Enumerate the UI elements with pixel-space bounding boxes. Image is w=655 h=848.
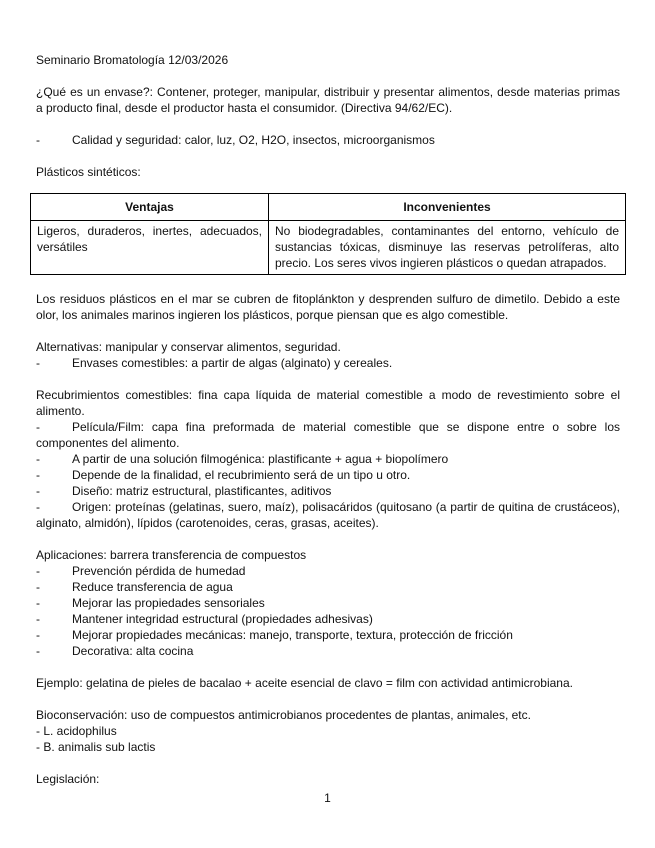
bullet-text: Calidad y seguridad: calor, luz, O2, H2O, insectos, microorganismos [72,133,435,147]
table-row [31,221,626,275]
bullet-dash: - [36,612,40,626]
bullet-dash: - [36,500,40,514]
bullet-envases-comestibles [36,355,620,371]
bullet-text: Mejorar las propiedades sensoriales [72,596,265,610]
bullet-solucion-filmogenica [36,451,620,467]
ventajas-inconvenientes-table [30,193,626,275]
bullet-text: Prevención pérdida de humedad [72,564,246,578]
bioconservacion-paragraph: Bioconservación: uso de compuestos antimicrobianos procedentes de plantas, animales, etc. [36,708,531,722]
bullet-dash: - [36,452,40,466]
bullet-text: Envases comestibles: a partir de algas (alginato) y cereales. [72,356,393,370]
bullet-text: Origen: proteínas (gelatinas, suero, maíz), polisacáridos (quitosano (a partir de quitina de crustáceos), alginato, almidón), lípidos (carotenoides, ceras, grasas, aceites). [36,500,620,530]
bullet-prevencion-humedad [36,563,620,579]
bullet-dash: - [36,420,40,434]
bullet-dash: - [36,564,40,578]
bullet-text: Mantener integridad estructural (propiedades adhesivas) [72,612,373,626]
bullet-dash: - [36,356,40,370]
alternativas-heading: Alternativas: manipular y conservar alimentos, seguridad. [36,340,341,354]
bioconservacion-line-acidophilus: - L. acidophilus [36,724,117,738]
bullet-dash: - [36,644,40,658]
bullet-integridad-estructural [36,611,620,627]
bullet-text: Decorativa: alta cocina [72,644,194,658]
table-header-ventajas: Ventajas [31,194,269,221]
bullet-decorativa [36,643,620,659]
bullet-propiedades-mecanicas [36,627,620,643]
bullet-pelicula-film [36,419,620,451]
envase-paragraph: ¿Qué es un envase?: Contener, proteger, manipular, distribuir y presentar alimentos, desde materias primas a producto final, desde el productor hasta el consumidor. (Directiva 94/62/EC). [36,85,620,115]
bullet-depende-finalidad [36,467,620,483]
bullet-diseno [36,483,620,499]
residuos-paragraph: Los residuos plásticos en el mar se cubren de fitoplánkton y desprenden sulfuro de dimetilo. Debido a este olor, los animales marinos ingieren los plásticos, porque piensan que es algo comestible. [36,292,620,322]
bullet-propiedades-sensoriales [36,595,620,611]
table-header-inconvenientes: Inconvenientes [269,194,626,221]
table-cell-ventajas: Ligeros, duraderos, inertes, adecuados, versátiles [31,221,269,275]
bullet-text: A partir de una solución filmogénica: plastificante + agua + biopolímero [72,452,449,466]
bullet-dash: - [36,484,40,498]
table-cell-inconvenientes: No biodegradables, contaminantes del entorno, vehículo de sustancias tóxicas, disminuye las reservas petrolíferas, alto precio. Los seres vivos ingieren plásticos o quedan atrapados. [269,221,626,275]
bullet-dash: - [36,580,40,594]
bullet-text: Mejorar propiedades mecánicas: manejo, transporte, textura, protección de fricción [72,628,513,642]
bullet-text: Depende de la finalidad, el recubrimiento será de un tipo u otro. [72,468,411,482]
bullet-reduce-transferencia [36,579,620,595]
bullet-dash: - [36,596,40,610]
doc-title: Seminario Bromatología 12/03/2026 [36,53,229,67]
bioconservacion-line-animalis: - B. animalis sub lactis [36,740,156,754]
ejemplo-paragraph: Ejemplo: gelatina de pieles de bacalao + aceite esencial de clavo = film con actividad antimicrobiana. [36,676,573,690]
bullet-calidad [36,132,620,148]
bullet-text: Reduce transferencia de agua [72,580,233,594]
plasticos-heading: Plásticos sintéticos: [36,165,141,179]
legislacion-heading: Legislación: [36,772,100,786]
recubrimientos-paragraph: Recubrimientos comestibles: fina capa líquida de material comestible a modo de revestimiento sobre el alimento. [36,388,620,418]
page-number: 1 [324,791,331,805]
bullet-dash: - [36,628,40,642]
aplicaciones-heading: Aplicaciones: barrera transferencia de compuestos [36,548,307,562]
bullet-origen [36,499,620,531]
bullet-text: Película/Film: capa fina preformada de material comestible que se dispone entre o sobre los componentes del alimento. [36,420,620,450]
bullet-dash: - [36,133,40,147]
bullet-text: Diseño: matriz estructural, plastificantes, aditivos [72,484,332,498]
bullet-dash: - [36,468,40,482]
table-header-row [31,194,626,221]
